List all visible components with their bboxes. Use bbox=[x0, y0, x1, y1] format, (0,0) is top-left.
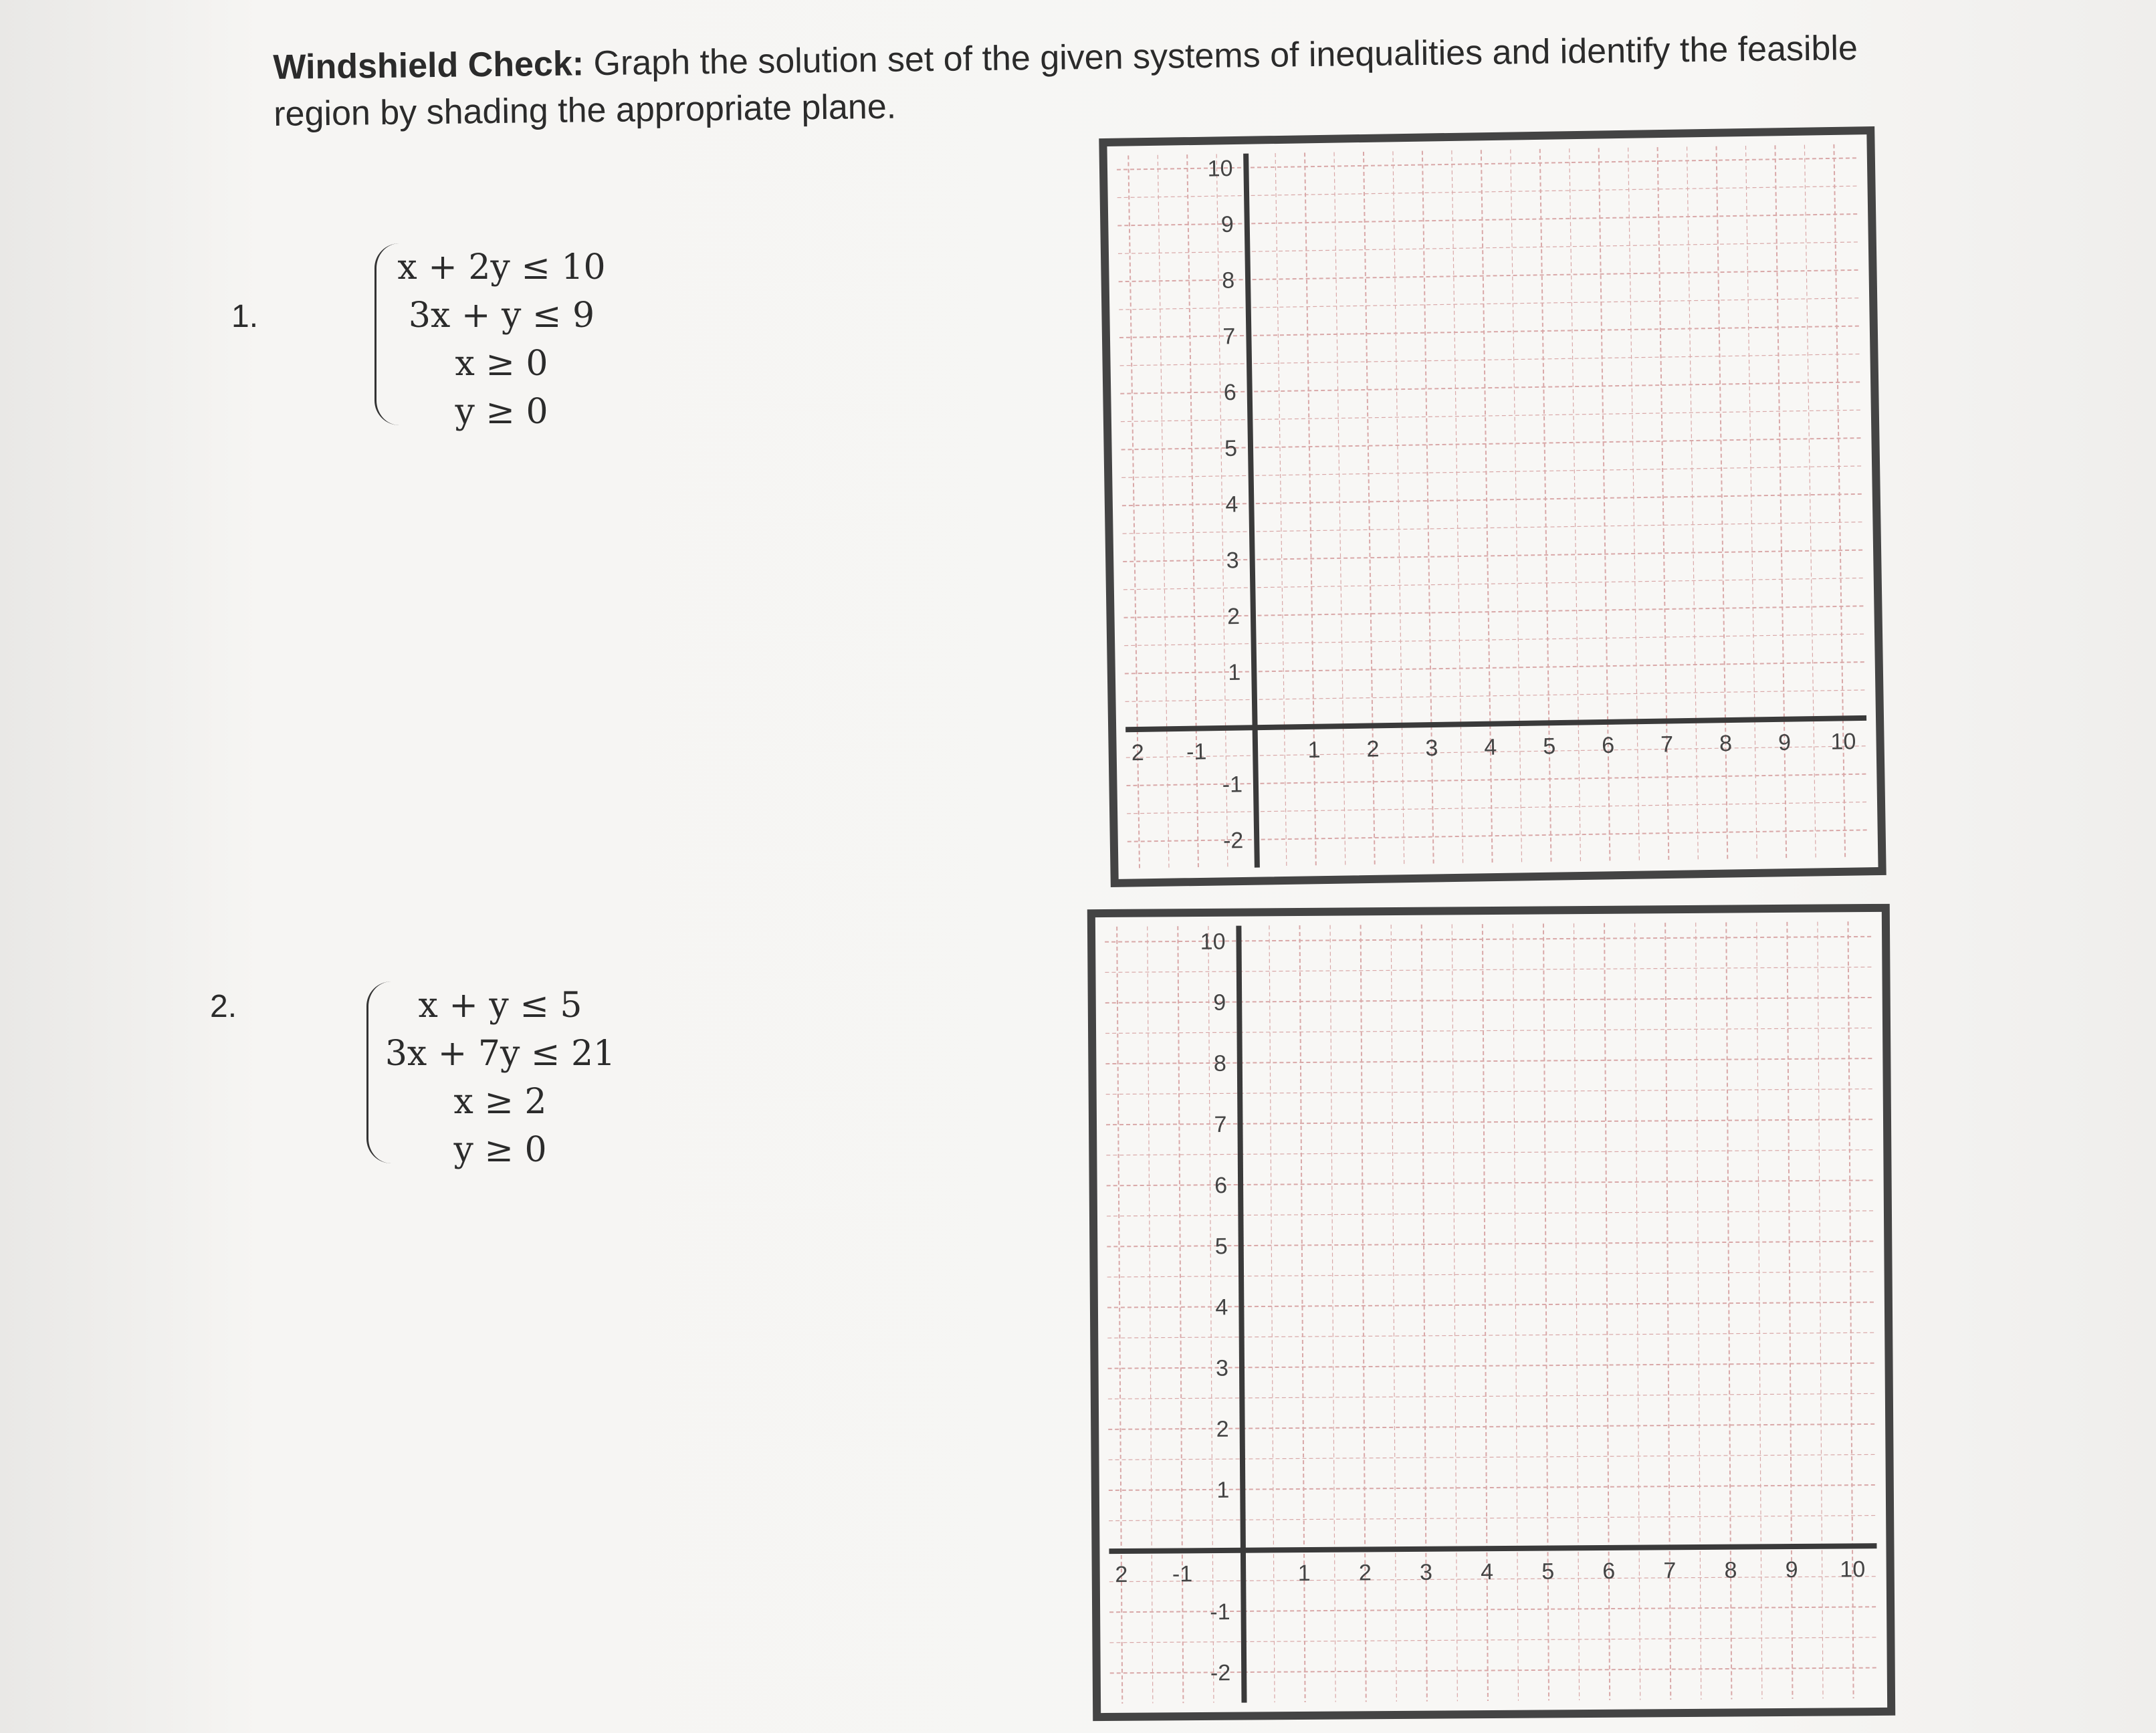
graph-2-gridline-horizontal bbox=[1106, 1150, 1874, 1155]
graph-2-y-tick-label: 9 bbox=[1213, 990, 1226, 1016]
graph-2-gridline-vertical bbox=[1818, 922, 1823, 1699]
graph-2-gridline-horizontal bbox=[1106, 1089, 1874, 1094]
graph-1-x-tick-label: 8 bbox=[1719, 731, 1733, 757]
graph-1-gridline-horizontal bbox=[1124, 634, 1865, 645]
graph-2-x-tick-label: 1 bbox=[1297, 1561, 1311, 1587]
graph-1-y-tick-label: 6 bbox=[1223, 380, 1237, 406]
graph-1-gridline-horizontal bbox=[1119, 298, 1860, 310]
graph-1-gridline-vertical bbox=[1687, 146, 1699, 860]
problem-2-eq-2: 3x + 7y ≤ 21 bbox=[385, 1034, 616, 1074]
problem-2-eq-4: y ≥ 0 bbox=[453, 1130, 547, 1170]
graph-1-y-tick-label: 2 bbox=[1226, 604, 1241, 630]
graph-2-grid bbox=[1095, 912, 1887, 1713]
graph-2-x-tick-label: 3 bbox=[1419, 1559, 1433, 1585]
graph-2-y-tick-label: 10 bbox=[1200, 929, 1226, 955]
graph-2-y-tick-label: -2 bbox=[1210, 1660, 1231, 1686]
graph-1-x-tick-label: 5 bbox=[1543, 733, 1556, 760]
graph-2-x-tick-label: 4 bbox=[1481, 1559, 1494, 1585]
instructions bbox=[273, 24, 1893, 138]
graph-2-x-tick-label: 7 bbox=[1663, 1558, 1677, 1584]
graph-2-y-tick-label: 5 bbox=[1214, 1234, 1228, 1260]
graph-2-gridline-horizontal bbox=[1105, 967, 1872, 972]
problem-1-eq-3: x ≥ 0 bbox=[455, 344, 548, 384]
graph-1-y-tick-label: 10 bbox=[1207, 155, 1233, 182]
graph-2-gridline-horizontal bbox=[1105, 1028, 1873, 1033]
brace-icon bbox=[366, 981, 391, 1163]
graph-2-y-tick-label: 1 bbox=[1216, 1477, 1230, 1503]
graph-1-y-tick-label: 8 bbox=[1221, 267, 1235, 294]
graph-2-y-tick-label: -1 bbox=[1210, 1599, 1230, 1625]
graph-1-gridline-horizontal bbox=[1125, 690, 1866, 701]
graph-2-gridline-vertical bbox=[1635, 923, 1640, 1700]
graph-2-gridline-vertical bbox=[1574, 923, 1579, 1700]
graph-1-x-tick-label: 1 bbox=[1307, 737, 1321, 763]
graph-2-x-tick-label: 10 bbox=[1840, 1556, 1866, 1583]
graph-1-y-tick-label: 7 bbox=[1222, 324, 1236, 350]
graph-1-gridline-vertical bbox=[1334, 152, 1345, 867]
graph-1-gridline-vertical bbox=[1628, 148, 1640, 862]
graph-2-x-tick-label: 6 bbox=[1602, 1558, 1616, 1585]
graph-2-gridline-vertical bbox=[1330, 925, 1335, 1702]
graph-1-gridline-horizontal bbox=[1117, 186, 1858, 197]
problem-1-number: 1. bbox=[231, 299, 259, 334]
graph-2-y-tick-label: 4 bbox=[1215, 1294, 1228, 1320]
graph-2-x-axis bbox=[1109, 1546, 1876, 1551]
graph-1-gridline-vertical bbox=[1570, 148, 1581, 862]
graph-1-y-axis bbox=[1246, 154, 1257, 868]
graph-1-gridline-vertical bbox=[1158, 155, 1169, 869]
problem-2-eq-1: x + y ≤ 5 bbox=[418, 986, 582, 1026]
graph-2-y-tick-label: 7 bbox=[1214, 1111, 1227, 1138]
graph-1-x-tick-label: 10 bbox=[1830, 729, 1856, 755]
graph-2-gridline-horizontal bbox=[1108, 1393, 1876, 1399]
graph-2[interactable] bbox=[1087, 904, 1895, 1721]
graph-1-gridline-horizontal bbox=[1123, 522, 1864, 534]
graph-2-y-tick-label: 8 bbox=[1213, 1050, 1226, 1076]
graph-2-gridline-vertical bbox=[1208, 926, 1214, 1703]
graph-1-gridline-horizontal bbox=[1121, 410, 1862, 421]
graph-2-gridline-horizontal bbox=[1109, 1637, 1877, 1643]
graph-1-gridline-vertical bbox=[1275, 153, 1287, 867]
graph-1-x-tick-label: 2 bbox=[1366, 736, 1380, 762]
graph-2-gridline-horizontal bbox=[1109, 1454, 1876, 1460]
graph-1-y-tick-label: 5 bbox=[1224, 435, 1238, 462]
graph-2-gridline-vertical bbox=[1269, 925, 1275, 1702]
graph-1-gridline-vertical bbox=[1511, 150, 1522, 864]
graph-2-x-tick-label: 8 bbox=[1724, 1557, 1737, 1583]
graph-1-x-axis bbox=[1125, 718, 1866, 729]
graph-2-x-tick-label: -1 bbox=[1172, 1561, 1193, 1587]
graph-1-gridline-vertical bbox=[1452, 150, 1463, 864]
graph-1-x-tick-label: 4 bbox=[1484, 734, 1497, 760]
graph-2-gridline-horizontal bbox=[1107, 1211, 1874, 1216]
graph-2-y-axis bbox=[1238, 926, 1244, 1703]
graph-2-gridline-horizontal bbox=[1107, 1272, 1875, 1277]
graph-1-x-tick-label: 7 bbox=[1660, 731, 1674, 758]
problem-1-eq-2: 3x + y ≤ 9 bbox=[408, 296, 595, 336]
problem-1-eq-1: x + 2y ≤ 10 bbox=[397, 247, 606, 287]
graph-1-x-tick-label: 2 bbox=[1131, 739, 1145, 766]
graph-2-x-tick-label: 2 bbox=[1358, 1560, 1372, 1586]
graph-1-y-tick-label: 1 bbox=[1228, 659, 1241, 686]
problem-1-system bbox=[374, 243, 629, 436]
instructions-text: Graph the solution set of the given systems of inequalities and identify the feasible region by shading the appropriate plane. bbox=[273, 29, 1858, 134]
graph-2-gridline-horizontal bbox=[1109, 1516, 1876, 1521]
graph-2-y-tick-label: 2 bbox=[1216, 1416, 1229, 1442]
graph-1-gridline-vertical bbox=[1745, 146, 1757, 860]
problem-2-number: 2. bbox=[210, 989, 237, 1024]
graph-1-gridline-horizontal bbox=[1127, 802, 1868, 813]
problem-1-eq-4: y ≥ 0 bbox=[455, 392, 548, 432]
graph-2-gridline-horizontal bbox=[1107, 1333, 1875, 1338]
graph-1-y-tick-label: 3 bbox=[1226, 548, 1239, 574]
graph-1-y-tick-label: -2 bbox=[1222, 828, 1244, 854]
graph-1-x-tick-label: 9 bbox=[1777, 729, 1792, 756]
graph-2-y-tick-label: 6 bbox=[1214, 1173, 1228, 1199]
graph-1-gridline-vertical bbox=[1804, 145, 1816, 859]
problem-2-system bbox=[366, 981, 634, 1174]
graph-1-y-tick-label: -1 bbox=[1222, 772, 1243, 798]
graph-2-gridline-vertical bbox=[1696, 923, 1701, 1700]
graph-1[interactable] bbox=[1099, 126, 1886, 887]
instructions-lead: Windshield Check: bbox=[273, 44, 584, 87]
graph-1-x-tick-label: -1 bbox=[1186, 739, 1207, 765]
graph-2-x-tick-label: 5 bbox=[1541, 1558, 1555, 1585]
graph-2-gridline-vertical bbox=[1148, 927, 1153, 1704]
graph-1-gridline-horizontal bbox=[1120, 354, 1861, 365]
graph-1-y-tick-label: 4 bbox=[1225, 491, 1238, 517]
graph-1-gridline-horizontal bbox=[1123, 578, 1864, 589]
graph-2-x-tick-label: 9 bbox=[1785, 1556, 1798, 1583]
graph-1-gridline-vertical bbox=[1393, 151, 1404, 865]
graph-1-x-tick-label: 6 bbox=[1601, 732, 1615, 759]
brace-icon bbox=[374, 243, 399, 425]
graph-2-gridline-vertical bbox=[1391, 925, 1396, 1702]
graph-1-y-tick-label: 9 bbox=[1220, 211, 1234, 238]
graph-2-gridline-vertical bbox=[1513, 924, 1518, 1701]
graph-2-x-tick-label: 2 bbox=[1115, 1561, 1128, 1588]
graph-2-gridline-vertical bbox=[1452, 924, 1457, 1701]
problem-2-eq-3: x ≥ 2 bbox=[453, 1082, 547, 1122]
graph-1-gridline-horizontal bbox=[1121, 466, 1862, 477]
graph-2-y-tick-label: 3 bbox=[1215, 1355, 1229, 1381]
graph-2-gridline-vertical bbox=[1757, 922, 1762, 1699]
graph-1-grid bbox=[1107, 134, 1878, 879]
graph-1-gridline-horizontal bbox=[1118, 242, 1859, 253]
graph-1-x-tick-label: 3 bbox=[1425, 735, 1438, 762]
